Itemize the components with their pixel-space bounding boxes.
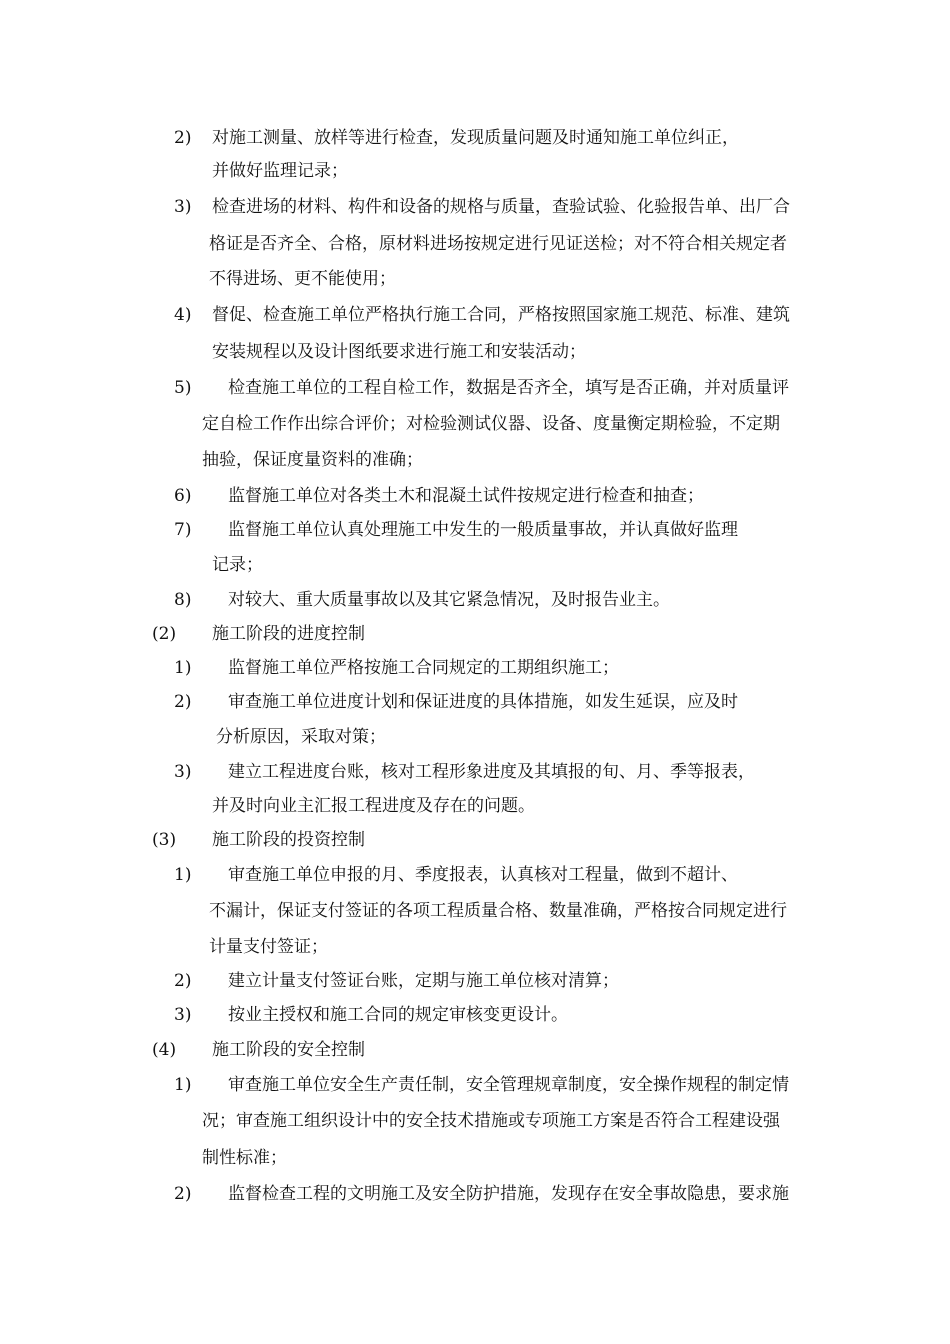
item-number: 2)	[174, 1184, 192, 1204]
item-number: 1)	[174, 865, 192, 885]
item-text: 建立计量支付签证台账，定期与施工单位核对清算；	[228, 971, 619, 991]
item-number: 2)	[174, 128, 192, 148]
item-text: 况；审查施工组织设计中的安全技术措施或专项施工方案是否符合工程建设强	[202, 1111, 780, 1131]
item-text: 审查施工单位安全生产责任制，安全管理规章制度，安全操作规程的制定情	[228, 1075, 789, 1095]
item-number: 8)	[174, 590, 192, 610]
item-text: 建立工程进度台账，核对工程形象进度及其填报的旬、月、季等报表，	[228, 762, 755, 782]
item-number: 3)	[174, 1005, 192, 1025]
item-text: 并及时向业主汇报工程进度及存在的问题。	[212, 796, 535, 816]
item-text: 监督施工单位严格按施工合同规定的工期组织施工；	[228, 658, 619, 678]
item-number: 7)	[174, 520, 192, 540]
section-number: (2)	[152, 624, 177, 644]
item-number: 1)	[174, 1075, 192, 1095]
item-text: 对较大、重大质量事故以及其它紧急情况，及时报告业主。	[228, 590, 670, 610]
item-text: 监督检查工程的文明施工及安全防护措施，发现存在安全事故隐患，要求施	[228, 1184, 789, 1204]
item-text: 不漏计，保证支付签证的各项工程质量合格、数量准确，严格按合同规定进行	[209, 901, 787, 921]
item-number: 3)	[174, 762, 192, 782]
item-text: 分析原因，采取对策；	[216, 727, 386, 747]
item-text: 审查施工单位进度计划和保证进度的具体措施，如发生延误，应及时	[228, 692, 738, 712]
item-text: 抽验，保证度量资料的准确；	[202, 450, 423, 470]
item-text: 督促、检查施工单位严格执行施工合同，严格按照国家施工规范、标准、建筑	[212, 305, 790, 325]
item-text: 监督施工单位对各类土木和混凝土试件按规定进行检查和抽查；	[228, 486, 704, 506]
section-number: (3)	[152, 830, 177, 850]
item-text: 按业主授权和施工合同的规定审核变更设计。	[228, 1005, 568, 1025]
item-text: 并做好监理记录；	[212, 161, 348, 181]
item-text: 不得进场、更不能使用；	[209, 269, 396, 289]
section-title: 施工阶段的安全控制	[212, 1040, 365, 1060]
item-text: 计量支付签证；	[209, 937, 328, 957]
item-text: 检查进场的材料、构件和设备的规格与质量，查验试验、化验报告单、出厂合	[212, 197, 790, 217]
item-text: 格证是否齐全、合格，原材料进场按规定进行见证送检；对不符合相关规定者	[209, 234, 787, 254]
section-number: (4)	[152, 1040, 177, 1060]
section-title: 施工阶段的投资控制	[212, 830, 365, 850]
item-number: 3)	[174, 197, 192, 217]
item-text: 记录；	[212, 555, 263, 575]
section-title: 施工阶段的进度控制	[212, 624, 365, 644]
item-text: 监督施工单位认真处理施工中发生的一般质量事故，并认真做好监理	[228, 520, 738, 540]
item-number: 5)	[174, 378, 192, 398]
item-number: 6)	[174, 486, 192, 506]
item-number: 4)	[174, 305, 192, 325]
item-text: 对施工测量、放样等进行检查，发现质量问题及时通知施工单位纠正，	[212, 128, 739, 148]
item-number: 1)	[174, 658, 192, 678]
item-number: 2)	[174, 692, 192, 712]
item-number: 2)	[174, 971, 192, 991]
item-text: 检查施工单位的工程自检工作，数据是否齐全，填写是否正确，并对质量评	[228, 378, 789, 398]
item-text: 定自检工作作出综合评价；对检验测试仪器、设备、度量衡定期检验，不定期	[202, 414, 780, 434]
item-text: 审查施工单位申报的月、季度报表，认真核对工程量，做到不超计、	[228, 865, 738, 885]
item-text: 安装规程以及设计图纸要求进行施工和安装活动；	[212, 342, 586, 362]
item-text: 制性标准；	[202, 1148, 287, 1168]
